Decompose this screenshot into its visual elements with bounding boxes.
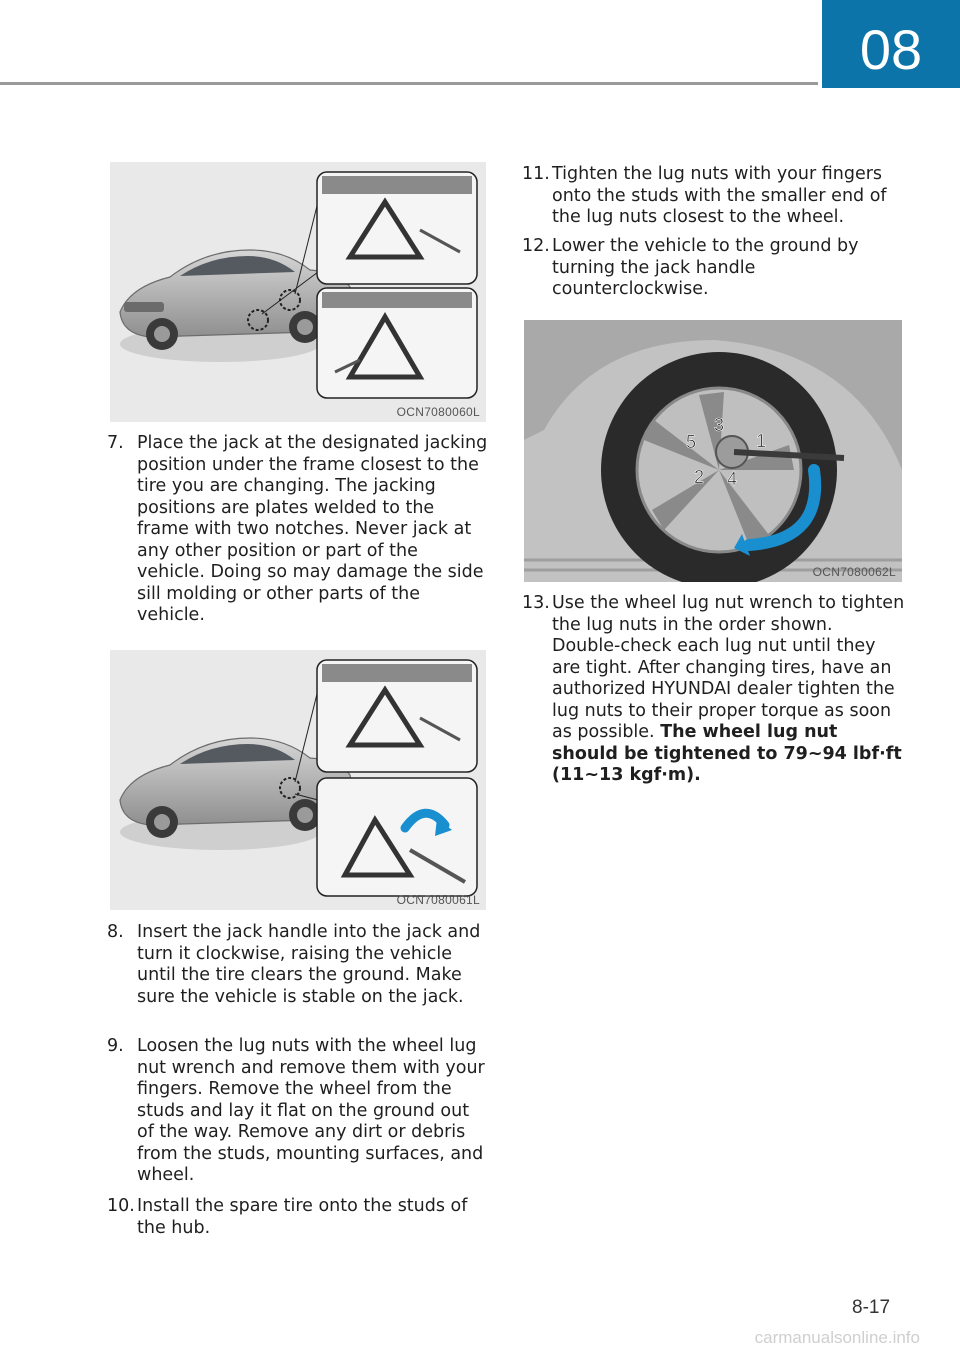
- step-number: 9.: [107, 1036, 124, 1056]
- step-number: 8.: [107, 922, 124, 942]
- figure-code: OCN7080062L: [812, 565, 896, 579]
- page-number: 8-17: [852, 1297, 891, 1318]
- step-text: Loosen the lug nuts with the wheel lug nut wrench and remove them with your fingers. Remove the wheel from the studs and lay it flat on the ground out of the way. Remove any dirt or debris from the studs, mounting surfaces, and wheel.: [137, 1036, 485, 1185]
- step-number: 10.: [107, 1196, 135, 1216]
- step-text: Lower the vehicle to the ground by turning the jack handle counterclockwise.: [552, 236, 859, 299]
- step-number: 11.: [522, 164, 550, 184]
- lug-nut-label-3: 3: [714, 415, 725, 435]
- car-jack-handle-illustration: [110, 650, 486, 910]
- step-8: [107, 922, 491, 1008]
- step-number: 13.: [522, 593, 550, 613]
- step-text: Place the jack at the designated jacking position under the frame closest to the tire you are changing. The jacking positions are plates welded to the frame with two notches. Never jack at any other position or part of the vehicle. Doing so may damage the side sill molding or other parts of the vehicle.: [137, 433, 488, 625]
- figure-lug-nut-order: [524, 320, 902, 582]
- header-rule: [0, 82, 818, 85]
- torque-spec: The wheel lug nut should be tightened to 79~94 lbf·ft (11~13 kgf·m).: [552, 722, 902, 785]
- step-9: [107, 1036, 491, 1187]
- step-10: [107, 1196, 491, 1239]
- step-11: [522, 164, 906, 229]
- watermark: carmanualsonline.info: [754, 1328, 920, 1347]
- step-number: 12.: [522, 236, 550, 256]
- step-13: [522, 593, 906, 787]
- figure-jack-position: [110, 162, 486, 422]
- chapter-tab: 08: [822, 0, 960, 88]
- step-12: [522, 236, 906, 301]
- figure-jack-handle: [110, 650, 486, 910]
- wheel-illustration: [524, 320, 902, 582]
- figure-code: OCN7080060L: [396, 405, 480, 419]
- step-number: 7.: [107, 433, 124, 453]
- figure-code: OCN7080061L: [396, 893, 480, 907]
- lug-nut-label-4: 4: [727, 469, 738, 489]
- step-text: [552, 593, 906, 787]
- step-7: [107, 433, 491, 627]
- step-text: Install the spare tire onto the studs of the hub.: [137, 1196, 468, 1238]
- car-jack-illustration: [110, 162, 486, 422]
- step-text-body: Use the wheel lug nut wrench to tighten the lug nuts in the order shown. Double-check each lug nut until they are tight. After changing tires, have an authorized HYUNDAI dealer tighten the lug nuts to their proper torque as soon as possible.: [552, 593, 905, 742]
- lug-nut-label-5: 5: [686, 432, 697, 452]
- step-text: Insert the jack handle into the jack and turn it clockwise, raising the vehicle until the tire clears the ground. Make sure the vehicle is stable on the jack.: [137, 922, 481, 1007]
- step-text: Tighten the lug nuts with your fingers onto the studs with the smaller end of the lug nuts closest to the wheel.: [552, 164, 887, 227]
- lug-nut-label-2: 2: [694, 467, 705, 487]
- lug-nut-label-1: 1: [756, 431, 767, 451]
